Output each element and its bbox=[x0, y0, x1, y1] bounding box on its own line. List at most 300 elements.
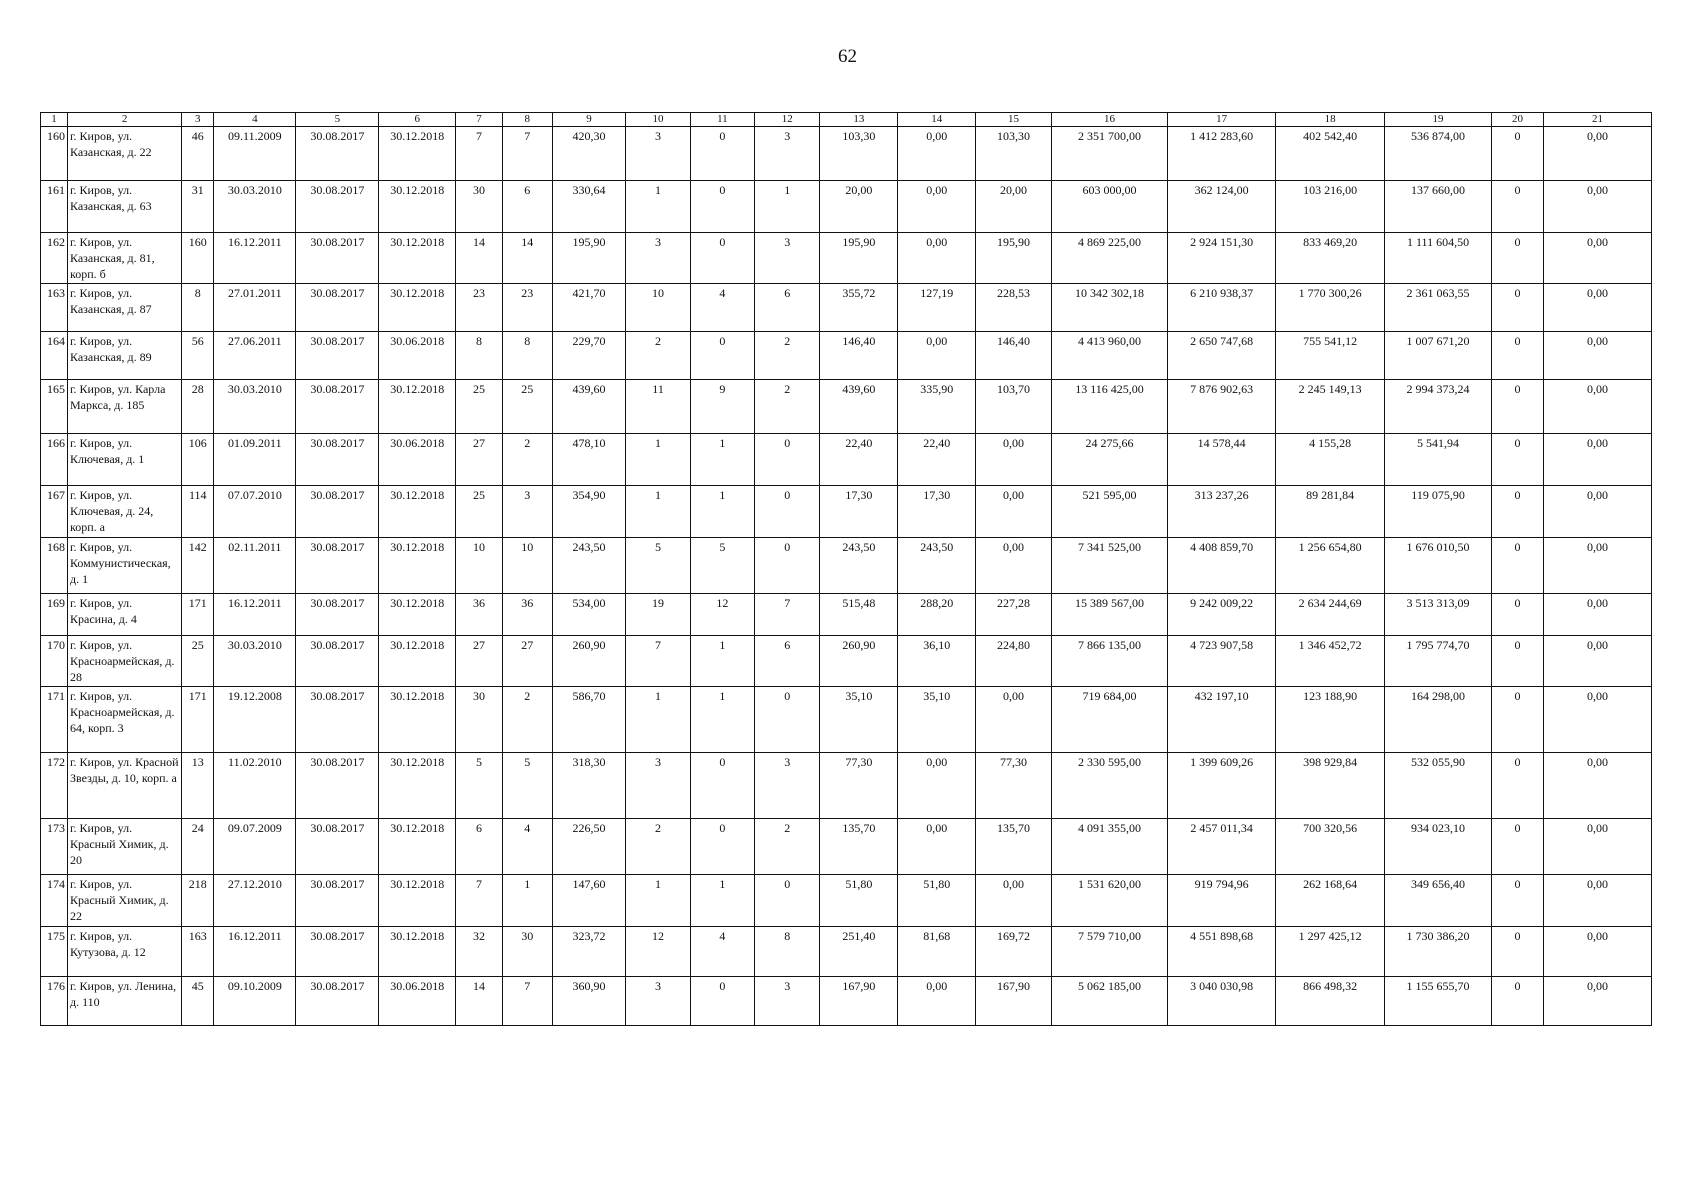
table-cell: 1 346 452,72 bbox=[1276, 636, 1385, 687]
table-cell: 4 bbox=[690, 927, 754, 977]
table-cell: 8 bbox=[182, 284, 214, 332]
table-cell: 7 866 135,00 bbox=[1051, 636, 1167, 687]
table-cell: 46 bbox=[182, 127, 214, 181]
table-cell: 30 bbox=[456, 687, 503, 753]
table-cell: 30.12.2018 bbox=[379, 380, 456, 434]
table-cell: 0,00 bbox=[1543, 380, 1651, 434]
table-cell: 0,00 bbox=[1543, 977, 1651, 1026]
column-header-6: 6 bbox=[379, 113, 456, 127]
table-cell: 5 bbox=[626, 538, 690, 594]
table-cell: 02.11.2011 bbox=[214, 538, 296, 594]
table-cell: 81,68 bbox=[898, 927, 976, 977]
table-cell: 0,00 bbox=[1543, 486, 1651, 538]
table-cell: 19 bbox=[626, 594, 690, 636]
table-row bbox=[41, 181, 1652, 233]
table-cell: 243,50 bbox=[552, 538, 626, 594]
table-cell: 1 bbox=[690, 486, 754, 538]
table-cell: 172 bbox=[41, 753, 68, 819]
table-cell: 30.12.2018 bbox=[379, 687, 456, 753]
table-cell: 51,80 bbox=[820, 875, 898, 927]
table-cell: 30.12.2018 bbox=[379, 594, 456, 636]
table-cell: 30.12.2018 bbox=[379, 636, 456, 687]
table-cell: 515,48 bbox=[820, 594, 898, 636]
table-cell: 166 bbox=[41, 434, 68, 486]
table-cell: 09.11.2009 bbox=[214, 127, 296, 181]
table-row bbox=[41, 636, 1652, 687]
table-cell: 288,20 bbox=[898, 594, 976, 636]
table-cell: 09.07.2009 bbox=[214, 819, 296, 875]
table-cell: 349 656,40 bbox=[1385, 875, 1492, 927]
table-cell: 5 062 185,00 bbox=[1051, 977, 1167, 1026]
table-cell: 4 155,28 bbox=[1276, 434, 1385, 486]
table-cell: 3 bbox=[502, 486, 552, 538]
table-cell: 8 bbox=[502, 332, 552, 380]
table-cell: 170 bbox=[41, 636, 68, 687]
table-cell: 135,70 bbox=[820, 819, 898, 875]
table-cell: 24 bbox=[182, 819, 214, 875]
table-cell: 171 bbox=[182, 594, 214, 636]
table-row bbox=[41, 486, 1652, 538]
table-cell: 4 413 960,00 bbox=[1051, 332, 1167, 380]
table-cell: 1 399 609,26 bbox=[1168, 753, 1276, 819]
table-cell: 218 bbox=[182, 875, 214, 927]
table-cell: 119 075,90 bbox=[1385, 486, 1492, 538]
table-cell: 1 bbox=[690, 875, 754, 927]
table-cell: 27.06.2011 bbox=[214, 332, 296, 380]
table-cell: 866 498,32 bbox=[1276, 977, 1385, 1026]
table-cell: 2 bbox=[502, 687, 552, 753]
table-cell: 12 bbox=[690, 594, 754, 636]
table-cell: 0 bbox=[1492, 753, 1544, 819]
address-cell: г. Киров, ул. Казанская, д. 87 bbox=[67, 284, 181, 332]
table-cell: 7 579 710,00 bbox=[1051, 927, 1167, 977]
table-row bbox=[41, 687, 1652, 753]
table-cell: 31 bbox=[182, 181, 214, 233]
table-row bbox=[41, 819, 1652, 875]
table-cell: 30.08.2017 bbox=[296, 977, 379, 1026]
table-cell: 30.12.2018 bbox=[379, 538, 456, 594]
table-cell: 2 bbox=[755, 332, 820, 380]
column-header-10: 10 bbox=[626, 113, 690, 127]
table-cell: 195,90 bbox=[552, 233, 626, 284]
table-cell: 755 541,12 bbox=[1276, 332, 1385, 380]
table-cell: 12 bbox=[626, 927, 690, 977]
address-cell: г. Киров, ул. Ключевая, д. 1 bbox=[67, 434, 181, 486]
table-cell: 5 bbox=[690, 538, 754, 594]
table-cell: 2 924 151,30 bbox=[1168, 233, 1276, 284]
table-cell: 171 bbox=[182, 687, 214, 753]
table-cell: 30.12.2018 bbox=[379, 875, 456, 927]
table-cell: 114 bbox=[182, 486, 214, 538]
address-cell: г. Киров, ул. Красный Химик, д. 22 bbox=[67, 875, 181, 927]
table-cell: 23 bbox=[456, 284, 503, 332]
table-cell: 7 bbox=[502, 127, 552, 181]
table-cell: 0,00 bbox=[1543, 819, 1651, 875]
table-cell: 0,00 bbox=[1543, 753, 1651, 819]
table-cell: 1 bbox=[690, 636, 754, 687]
table-cell: 27 bbox=[456, 434, 503, 486]
table-cell: 227,28 bbox=[976, 594, 1052, 636]
table-cell: 603 000,00 bbox=[1051, 181, 1167, 233]
address-cell: г. Киров, ул. Красина, д. 4 bbox=[67, 594, 181, 636]
table-cell: 2 351 700,00 bbox=[1051, 127, 1167, 181]
table-cell: 1 bbox=[626, 486, 690, 538]
table-cell: 07.07.2010 bbox=[214, 486, 296, 538]
table-row bbox=[41, 875, 1652, 927]
table-cell: 0 bbox=[690, 127, 754, 181]
table-cell: 224,80 bbox=[976, 636, 1052, 687]
table-cell: 2 634 244,69 bbox=[1276, 594, 1385, 636]
resettlement-table bbox=[40, 112, 1652, 1026]
table-cell: 226,50 bbox=[552, 819, 626, 875]
table-cell: 0 bbox=[690, 977, 754, 1026]
table-cell: 4 408 859,70 bbox=[1168, 538, 1276, 594]
table-cell: 2 457 011,34 bbox=[1168, 819, 1276, 875]
table-cell: 0 bbox=[1492, 977, 1544, 1026]
table-cell: 313 237,26 bbox=[1168, 486, 1276, 538]
table-cell: 398 929,84 bbox=[1276, 753, 1385, 819]
table-row bbox=[41, 233, 1652, 284]
table-cell: 176 bbox=[41, 977, 68, 1026]
table-cell: 5 bbox=[502, 753, 552, 819]
table-cell: 7 876 902,63 bbox=[1168, 380, 1276, 434]
address-cell: г. Киров, ул. Казанская, д. 81, корп. б bbox=[67, 233, 181, 284]
table-cell: 163 bbox=[41, 284, 68, 332]
table-cell: 0 bbox=[1492, 594, 1544, 636]
table-cell: 432 197,10 bbox=[1168, 687, 1276, 753]
table-cell: 103 216,00 bbox=[1276, 181, 1385, 233]
table-cell: 30.12.2018 bbox=[379, 486, 456, 538]
table-cell: 30.12.2018 bbox=[379, 181, 456, 233]
table-cell: 36 bbox=[456, 594, 503, 636]
table-cell: 6 bbox=[755, 284, 820, 332]
column-header-18: 18 bbox=[1276, 113, 1385, 127]
table-cell: 2 bbox=[626, 819, 690, 875]
table-cell: 362 124,00 bbox=[1168, 181, 1276, 233]
table-cell: 20,00 bbox=[820, 181, 898, 233]
table-cell: 7 bbox=[456, 875, 503, 927]
table-cell: 1 bbox=[690, 434, 754, 486]
table-cell: 8 bbox=[456, 332, 503, 380]
table-cell: 89 281,84 bbox=[1276, 486, 1385, 538]
table-cell: 0 bbox=[690, 181, 754, 233]
table-cell: 1 412 283,60 bbox=[1168, 127, 1276, 181]
table-cell: 0,00 bbox=[898, 233, 976, 284]
table-cell: 175 bbox=[41, 927, 68, 977]
table-cell: 1 795 774,70 bbox=[1385, 636, 1492, 687]
table-cell: 439,60 bbox=[820, 380, 898, 434]
table-cell: 439,60 bbox=[552, 380, 626, 434]
table-cell: 10 bbox=[456, 538, 503, 594]
table-cell: 9 bbox=[690, 380, 754, 434]
table-cell: 160 bbox=[182, 233, 214, 284]
table-cell: 171 bbox=[41, 687, 68, 753]
table-cell: 323,72 bbox=[552, 927, 626, 977]
table-cell: 30.08.2017 bbox=[296, 486, 379, 538]
table-cell: 25 bbox=[456, 486, 503, 538]
table-cell: 228,53 bbox=[976, 284, 1052, 332]
table-cell: 3 bbox=[755, 977, 820, 1026]
column-header-13: 13 bbox=[820, 113, 898, 127]
table-cell: 14 bbox=[456, 977, 503, 1026]
table-cell: 0 bbox=[755, 538, 820, 594]
table-cell: 19.12.2008 bbox=[214, 687, 296, 753]
table-cell: 0,00 bbox=[1543, 332, 1651, 380]
table-cell: 243,50 bbox=[820, 538, 898, 594]
table-cell: 10 bbox=[626, 284, 690, 332]
table-cell: 0,00 bbox=[898, 753, 976, 819]
column-header-5: 5 bbox=[296, 113, 379, 127]
table-row bbox=[41, 538, 1652, 594]
table-cell: 0,00 bbox=[1543, 636, 1651, 687]
table-cell: 30.08.2017 bbox=[296, 380, 379, 434]
table-cell: 22,40 bbox=[820, 434, 898, 486]
table-cell: 1 155 655,70 bbox=[1385, 977, 1492, 1026]
table-cell: 30.12.2018 bbox=[379, 819, 456, 875]
table-cell: 0 bbox=[755, 687, 820, 753]
table-cell: 25 bbox=[182, 636, 214, 687]
table-cell: 1 bbox=[755, 181, 820, 233]
table-cell: 10 bbox=[502, 538, 552, 594]
address-cell: г. Киров, ул. Карла Маркса, д. 185 bbox=[67, 380, 181, 434]
table-cell: 335,90 bbox=[898, 380, 976, 434]
address-cell: г. Киров, ул. Ключевая, д. 24, корп. а bbox=[67, 486, 181, 538]
table-cell: 14 578,44 bbox=[1168, 434, 1276, 486]
table-cell: 3 bbox=[755, 233, 820, 284]
table-cell: 195,90 bbox=[976, 233, 1052, 284]
table-cell: 0,00 bbox=[1543, 875, 1651, 927]
address-cell: г. Киров, ул. Казанская, д. 89 bbox=[67, 332, 181, 380]
table-cell: 174 bbox=[41, 875, 68, 927]
table-cell: 169,72 bbox=[976, 927, 1052, 977]
table-row bbox=[41, 927, 1652, 977]
table-cell: 0 bbox=[1492, 181, 1544, 233]
table-cell: 142 bbox=[182, 538, 214, 594]
table-row bbox=[41, 284, 1652, 332]
table-cell: 13 bbox=[182, 753, 214, 819]
table-cell: 0 bbox=[755, 875, 820, 927]
table-cell: 4 091 355,00 bbox=[1051, 819, 1167, 875]
table-cell: 5 541,94 bbox=[1385, 434, 1492, 486]
table-cell: 0,00 bbox=[898, 819, 976, 875]
table-cell: 5 bbox=[456, 753, 503, 819]
table-cell: 1 730 386,20 bbox=[1385, 927, 1492, 977]
table-row bbox=[41, 332, 1652, 380]
table-cell: 0,00 bbox=[1543, 594, 1651, 636]
table-cell: 2 bbox=[626, 332, 690, 380]
table-cell: 15 389 567,00 bbox=[1051, 594, 1167, 636]
table-cell: 103,30 bbox=[820, 127, 898, 181]
column-header-15: 15 bbox=[976, 113, 1052, 127]
table-cell: 25 bbox=[456, 380, 503, 434]
table-cell: 30.06.2018 bbox=[379, 434, 456, 486]
table-cell: 13 116 425,00 bbox=[1051, 380, 1167, 434]
table-cell: 161 bbox=[41, 181, 68, 233]
table-cell: 0,00 bbox=[1543, 284, 1651, 332]
address-cell: г. Киров, ул. Красноармейская, д. 28 bbox=[67, 636, 181, 687]
table-cell: 01.09.2011 bbox=[214, 434, 296, 486]
table-cell: 3 040 030,98 bbox=[1168, 977, 1276, 1026]
table-cell: 0 bbox=[1492, 127, 1544, 181]
table-cell: 30.08.2017 bbox=[296, 181, 379, 233]
table-cell: 30.12.2018 bbox=[379, 284, 456, 332]
table-cell: 25 bbox=[502, 380, 552, 434]
table-cell: 27.01.2011 bbox=[214, 284, 296, 332]
table-cell: 0 bbox=[1492, 927, 1544, 977]
table-cell: 30.03.2010 bbox=[214, 380, 296, 434]
table-cell: 30.12.2018 bbox=[379, 753, 456, 819]
address-cell: г. Киров, ул. Красной Звезды, д. 10, корп. а bbox=[67, 753, 181, 819]
table-cell: 0 bbox=[755, 486, 820, 538]
table-cell: 0 bbox=[1492, 332, 1544, 380]
table-cell: 14 bbox=[502, 233, 552, 284]
table-cell: 318,30 bbox=[552, 753, 626, 819]
table-cell: 0 bbox=[1492, 284, 1544, 332]
table-cell: 135,70 bbox=[976, 819, 1052, 875]
table-cell: 0,00 bbox=[1543, 538, 1651, 594]
table-cell: 1 770 300,26 bbox=[1276, 284, 1385, 332]
column-header-1: 1 bbox=[41, 113, 68, 127]
table-cell: 123 188,90 bbox=[1276, 687, 1385, 753]
table-cell: 30 bbox=[502, 927, 552, 977]
table-cell: 160 bbox=[41, 127, 68, 181]
address-cell: г. Киров, ул. Казанская, д. 22 bbox=[67, 127, 181, 181]
column-header-9: 9 bbox=[552, 113, 626, 127]
table-cell: 23 bbox=[502, 284, 552, 332]
table-cell: 45 bbox=[182, 977, 214, 1026]
table-cell: 1 297 425,12 bbox=[1276, 927, 1385, 977]
table-cell: 7 bbox=[755, 594, 820, 636]
table-cell: 1 007 671,20 bbox=[1385, 332, 1492, 380]
table-cell: 0 bbox=[1492, 434, 1544, 486]
table-cell: 586,70 bbox=[552, 687, 626, 753]
table-cell: 919 794,96 bbox=[1168, 875, 1276, 927]
column-number-row bbox=[41, 113, 1652, 127]
table-cell: 162 bbox=[41, 233, 68, 284]
table-cell: 360,90 bbox=[552, 977, 626, 1026]
table-cell: 532 055,90 bbox=[1385, 753, 1492, 819]
table-cell: 195,90 bbox=[820, 233, 898, 284]
table-cell: 7 bbox=[456, 127, 503, 181]
table-cell: 2 361 063,55 bbox=[1385, 284, 1492, 332]
table-cell: 0 bbox=[690, 233, 754, 284]
table-cell: 262 168,64 bbox=[1276, 875, 1385, 927]
table-cell: 169 bbox=[41, 594, 68, 636]
table-row bbox=[41, 753, 1652, 819]
table-cell: 7 bbox=[626, 636, 690, 687]
table-cell: 16.12.2011 bbox=[214, 233, 296, 284]
column-header-21: 21 bbox=[1543, 113, 1651, 127]
table-cell: 536 874,00 bbox=[1385, 127, 1492, 181]
table-cell: 0 bbox=[1492, 819, 1544, 875]
table-cell: 30.03.2010 bbox=[214, 181, 296, 233]
address-cell: г. Киров, ул. Коммунистическая, д. 1 bbox=[67, 538, 181, 594]
table-cell: 833 469,20 bbox=[1276, 233, 1385, 284]
table-cell: 36 bbox=[502, 594, 552, 636]
table-cell: 30.08.2017 bbox=[296, 284, 379, 332]
table-cell: 30.08.2017 bbox=[296, 927, 379, 977]
table-cell: 355,72 bbox=[820, 284, 898, 332]
table-cell: 147,60 bbox=[552, 875, 626, 927]
table-cell: 4 869 225,00 bbox=[1051, 233, 1167, 284]
column-header-12: 12 bbox=[755, 113, 820, 127]
table-cell: 7 341 525,00 bbox=[1051, 538, 1167, 594]
table-cell: 127,19 bbox=[898, 284, 976, 332]
address-cell: г. Киров, ул. Красноармейская, д. 64, корп. 3 bbox=[67, 687, 181, 753]
table-cell: 1 bbox=[626, 875, 690, 927]
table-cell: 0,00 bbox=[1543, 687, 1651, 753]
table-cell: 0 bbox=[1492, 380, 1544, 434]
table-cell: 27 bbox=[502, 636, 552, 687]
table-cell: 420,30 bbox=[552, 127, 626, 181]
table-cell: 173 bbox=[41, 819, 68, 875]
table-cell: 0,00 bbox=[976, 538, 1052, 594]
column-header-19: 19 bbox=[1385, 113, 1492, 127]
table-cell: 2 bbox=[755, 819, 820, 875]
table-body bbox=[41, 127, 1652, 1026]
table-cell: 16.12.2011 bbox=[214, 927, 296, 977]
table-cell: 56 bbox=[182, 332, 214, 380]
table-cell: 243,50 bbox=[898, 538, 976, 594]
table-cell: 421,70 bbox=[552, 284, 626, 332]
table-cell: 3 bbox=[626, 233, 690, 284]
table-cell: 7 bbox=[502, 977, 552, 1026]
table-cell: 1 bbox=[626, 181, 690, 233]
table-cell: 32 bbox=[456, 927, 503, 977]
table-cell: 0,00 bbox=[1543, 181, 1651, 233]
column-header-8: 8 bbox=[502, 113, 552, 127]
column-header-14: 14 bbox=[898, 113, 976, 127]
table-cell: 1 bbox=[690, 687, 754, 753]
table-cell: 36,10 bbox=[898, 636, 976, 687]
table-row bbox=[41, 380, 1652, 434]
table-cell: 2 bbox=[502, 434, 552, 486]
table-cell: 0,00 bbox=[976, 875, 1052, 927]
table-cell: 1 111 604,50 bbox=[1385, 233, 1492, 284]
table-cell: 77,30 bbox=[820, 753, 898, 819]
table-cell: 229,70 bbox=[552, 332, 626, 380]
table-cell: 164 bbox=[41, 332, 68, 380]
table-cell: 30.08.2017 bbox=[296, 538, 379, 594]
table-cell: 3 bbox=[626, 127, 690, 181]
address-cell: г. Киров, ул. Красный Химик, д. 20 bbox=[67, 819, 181, 875]
table-cell: 0 bbox=[1492, 233, 1544, 284]
table-cell: 30.03.2010 bbox=[214, 636, 296, 687]
table-cell: 167,90 bbox=[820, 977, 898, 1026]
table-cell: 168 bbox=[41, 538, 68, 594]
table-cell: 24 275,66 bbox=[1051, 434, 1167, 486]
table-cell: 0 bbox=[1492, 486, 1544, 538]
table-cell: 521 595,00 bbox=[1051, 486, 1167, 538]
table-cell: 146,40 bbox=[976, 332, 1052, 380]
table-cell: 0 bbox=[1492, 636, 1544, 687]
table-cell: 27.12.2010 bbox=[214, 875, 296, 927]
table-cell: 6 bbox=[456, 819, 503, 875]
table-cell: 0,00 bbox=[1543, 233, 1651, 284]
table-cell: 17,30 bbox=[898, 486, 976, 538]
table-cell: 167 bbox=[41, 486, 68, 538]
table-cell: 1 531 620,00 bbox=[1051, 875, 1167, 927]
table-cell: 30.12.2018 bbox=[379, 127, 456, 181]
table-cell: 0 bbox=[755, 434, 820, 486]
table-cell: 3 bbox=[755, 753, 820, 819]
table-cell: 30.06.2018 bbox=[379, 332, 456, 380]
address-cell: г. Киров, ул. Ленина, д. 110 bbox=[67, 977, 181, 1026]
table-cell: 0,00 bbox=[898, 977, 976, 1026]
table-cell: 30.12.2018 bbox=[379, 927, 456, 977]
column-header-3: 3 bbox=[182, 113, 214, 127]
table-cell: 17,30 bbox=[820, 486, 898, 538]
